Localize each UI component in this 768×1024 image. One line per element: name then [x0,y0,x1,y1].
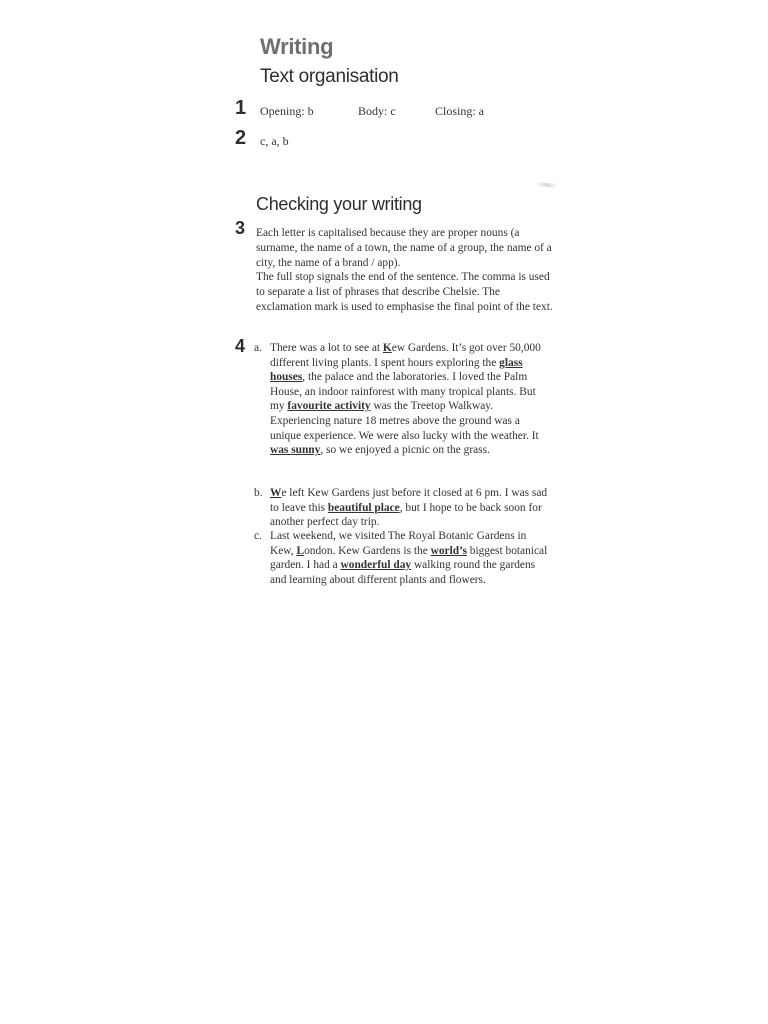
item-label-b: b. [254,487,263,499]
scan-smudge [536,182,558,188]
item-a-text-5: , so we enjoyed a picnic on the grass. [320,444,490,457]
checking-writing-heading: Checking your writing [256,194,422,214]
item-a-text-4: was the Treetop Walkway. Experiencing nature 18 metres above the ground was a unique experience. We were also lucky with the weather. It [270,400,539,442]
answer-3-paragraph-2: The full stop signals the end of the sentence. The comma is used to separate a list of phrases that describe Chelsie. The exclamation mark is used to emphasise the final point of the text. [256,271,553,313]
text-organisation-heading: Text organisation [260,66,399,87]
answer-4-item-a [254,341,554,458]
question-number-4: 4 [235,336,246,356]
item-a-text-2: ew Gardens. It’s got over 50,000 different living plants. I spent hours exploring the [270,342,541,369]
item-b-text-1: e left Kew Gardens just before it closed at 6 pm. I was sad to leave this [270,487,548,514]
item-c-text-1: Last weekend, we visited The Royal Botanic Gardens in Kew, [270,530,527,557]
item-label-c: c. [254,530,262,542]
answer-4-item-c [254,529,554,587]
question-number-3: 3 [235,218,246,238]
item-a-correction-4: was sunny [270,444,321,457]
answer-2: c, a, b [260,134,289,148]
question-number-1: 1 [235,97,247,119]
item-text-a [270,341,552,458]
item-c-correction-2: world’s [430,544,467,557]
item-c-correction-1: L [296,544,305,557]
item-b-correction-1: W [270,487,282,499]
item-c-text-4: walking round the gardens and learning about different plants and flowers. [270,559,536,586]
answer-4-item-b [254,486,554,530]
item-label-a: a. [254,342,262,354]
item-text-c [270,529,552,587]
item-c-correction-3: wonderful day [340,559,412,572]
item-a-correction-1: K [382,342,392,354]
item-text-b [270,486,552,530]
item-a-correction-3: favourite activity [287,400,371,413]
item-b-correction-2: beautiful place [327,501,400,514]
answer-1-closing: Closing: a [435,104,485,118]
question-number-2: 2 [235,127,247,149]
answer-1-opening: Opening: b [260,104,314,118]
item-a-text-3: , the palace and the laboratories. I loved the Palm House, an indoor rainforest with many tropical plants. But my [270,371,536,413]
item-c-text-3: biggest botanical garden. I had a [270,544,548,572]
item-b-text-2: , but I hope to be back soon for another perfect day trip. [270,501,542,529]
answer-1-body: Body: c [358,104,396,118]
item-a-correction-2: glass houses [270,356,523,384]
answer-3-paragraph-1: Each letter is capitalised because they are proper nouns (a surname, the name of a town, the name of a group, the name of a city, the name of a brand / app). [256,227,552,269]
item-c-text-2: ondon. Kew Gardens is the [304,544,431,557]
section-title: Writing [260,34,334,59]
item-a-text-1: There was a lot to see at [270,342,383,354]
